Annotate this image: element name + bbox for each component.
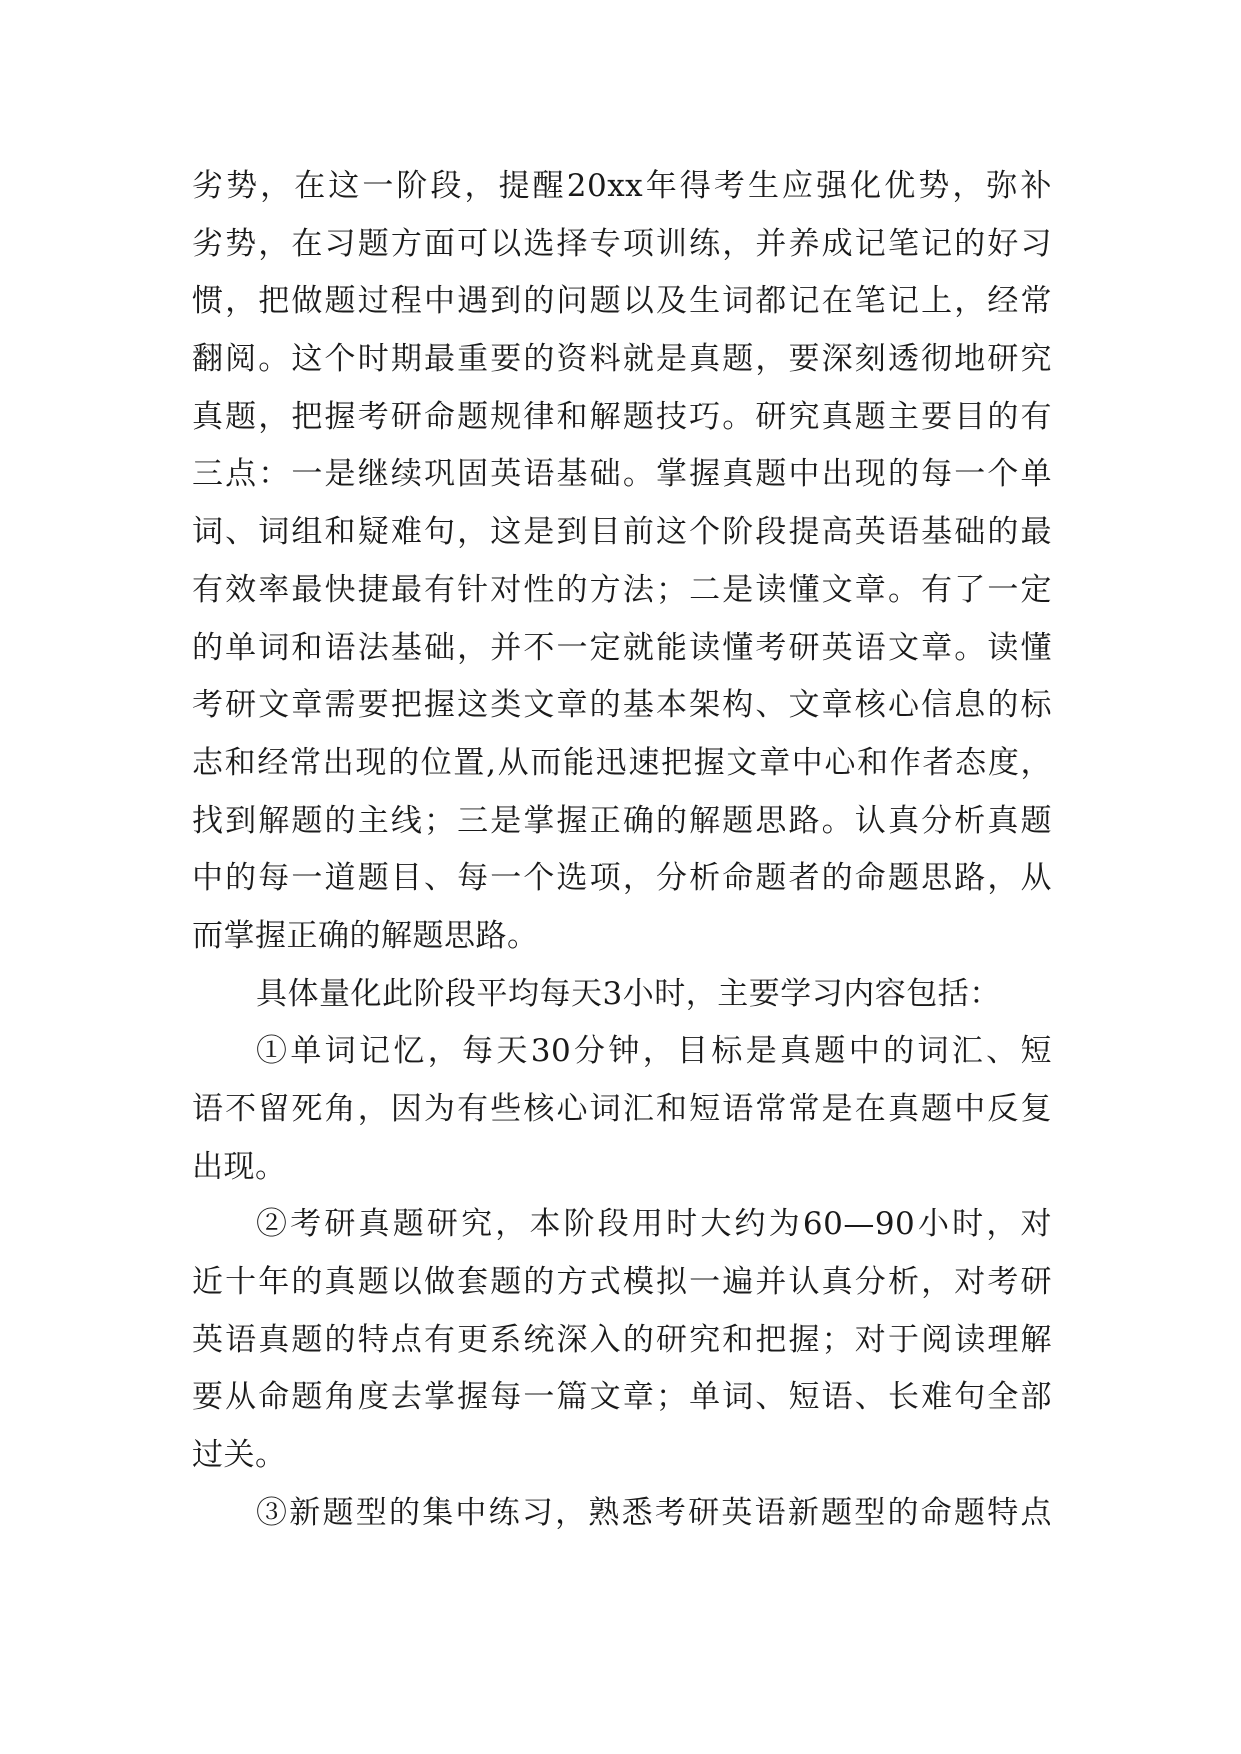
- text-line: ②考研真题研究，本阶段用时大约为60—90小时，对: [256, 1206, 1052, 1243]
- text-line: 具体量化此阶段平均每天3小时，主要学习内容包括：: [256, 975, 1001, 1012]
- text-line: 劣势，在这一阶段，提醒20xx年得考生应强化优势，弥补: [192, 168, 1052, 204]
- text-line: 英语真题的特点有更系统深入的研究和把握；对于阅读理解: [192, 1321, 1052, 1358]
- text-line: ③新题型的集中练习，熟悉考研英语新题型的命题特点: [256, 1494, 1052, 1531]
- text-line: 的单词和语法基础，并不一定就能读懂考研英语文章。读懂: [192, 629, 1052, 666]
- text-line: 翻阅。这个时期最重要的资料就是真题，要深刻透彻地研究: [192, 341, 1052, 378]
- text-line: 语不留死角，因为有些核心词汇和短语常常是在真题中反复: [192, 1091, 1052, 1127]
- text-line: 找到解题的主线；三是掌握正确的解题思路。认真分析真题: [192, 802, 1052, 839]
- text-line: 词、词组和疑难句，这是到目前这个阶段提高英语基础的最: [192, 514, 1052, 551]
- paragraph-item-real-exams: [192, 1196, 1052, 1484]
- paragraph-daily-plan: [192, 966, 1052, 1024]
- text-line: 中的每一道题目、每一个选项，分析命题者的命题思路，从: [192, 860, 1052, 897]
- text-line: 而掌握正确的解题思路。: [192, 917, 539, 954]
- paragraph-real-exam-study: [192, 158, 1052, 966]
- text-line: 要从命题角度去掌握每一篇文章；单词、短语、长难句全部: [192, 1379, 1052, 1416]
- document-body: [192, 158, 1052, 1543]
- text-line: 真题，把握考研命题规律和解题技巧。研究真题主要目的有: [192, 398, 1052, 435]
- text-line: ①单词记忆，每天30分钟，目标是真题中的词汇、短: [256, 1033, 1052, 1070]
- text-line: 近十年的真题以做套题的方式模拟一遍并认真分析，对考研: [192, 1264, 1052, 1301]
- text-line: 出现。: [192, 1148, 287, 1185]
- text-line: 过关。: [192, 1437, 287, 1474]
- text-line: 劣势，在习题方面可以选择专项训练，并养成记笔记的好习: [192, 225, 1052, 262]
- paragraph-item-new-question-types: [192, 1485, 1052, 1543]
- text-line: 三点：一是继续巩固英语基础。掌握真题中出现的每一个单: [192, 456, 1052, 493]
- paragraph-item-vocabulary: [192, 1023, 1052, 1196]
- text-line: 考研文章需要把握这类文章的基本架构、文章核心信息的标: [192, 687, 1052, 724]
- text-line: 有效率最快捷最有针对性的方法；二是读懂文章。有了一定: [192, 571, 1052, 608]
- text-line: 志和经常出现的位置,从而能迅速把握文章中心和作者态度，: [192, 744, 1052, 781]
- text-line: 惯，把做题过程中遇到的问题以及生词都记在笔记上，经常: [192, 283, 1052, 320]
